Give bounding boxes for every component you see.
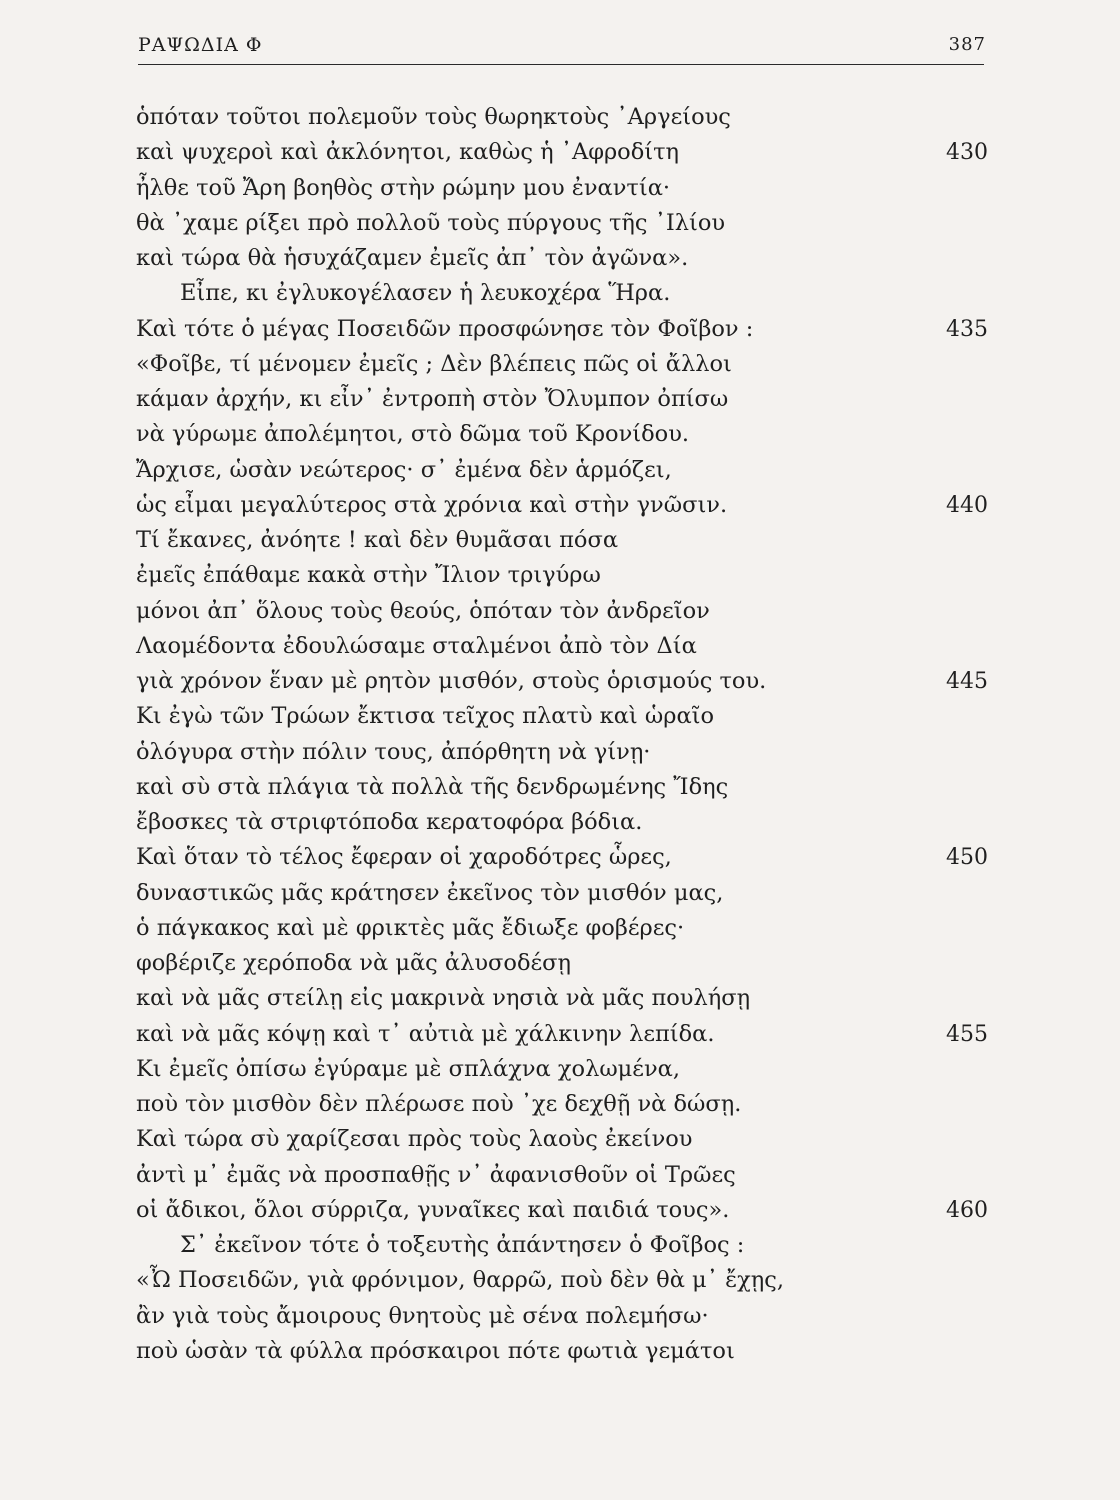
verse-text: οἱ ἄδικοι, ὅλοι σύρριζα, γυναῖκες καὶ παιδιά τους». (136, 1196, 730, 1223)
verse-line (0, 206, 1120, 241)
verse-line (0, 1158, 1120, 1193)
verse-line (0, 805, 1120, 840)
verse-line (0, 594, 1120, 629)
verse-line (0, 911, 1120, 946)
verse-text: Λαομέδοντα ἐδουλώσαμε σταλμένοι ἀπὸ τὸν Δία (136, 632, 697, 659)
verse-text: ὁλόγυρα στὴν πόλιν τους, ἀπόρθητη νὰ γίνῃ· (136, 738, 651, 765)
verse-text: ἔβοσκες τὰ στριφτόποδα κερατοφόρα βόδια. (136, 809, 643, 835)
verse-text: Καὶ τώρα σὺ χαρίζεσαι πρὸς τοὺς λαοὺς ἐκείνου (136, 1126, 693, 1153)
verse-line (0, 840, 1120, 875)
verse-text: ἦλθε τοῦ Ἄρη βοηθὸς στὴν ρώμην μου ἐναντία· (136, 174, 671, 201)
verse-line (0, 629, 1120, 664)
page-number: 387 (948, 34, 986, 55)
verse-line (0, 453, 1120, 488)
verse-text: γιὰ χρόνον ἕναν μὲ ρητὸν μισθόν, στοὺς ὁρισμούς του. (136, 668, 767, 694)
verse-line (0, 276, 1120, 311)
verse-line (0, 1263, 1120, 1298)
verse-text: ποὺ ὡσὰν τὰ φύλλα πρόσκαιροι πότε φωτιὰ γεμάτοι (136, 1337, 735, 1364)
verse-text: μόνοι ἀπ᾿ ὅλους τοὺς θεούς, ὁπόταν τὸν ἀνδρεῖον (136, 597, 710, 624)
verse-text: καὶ σὺ στὰ πλάγια τὰ πολλὰ τῆς δενδρωμένης Ἴδης (136, 773, 729, 800)
verse-text: Καὶ τότε ὁ μέγας Ποσειδῶν προσφώνησε τὸν Φοῖβον : (136, 315, 754, 342)
verse-line (0, 135, 1120, 170)
verse-text: Εἶπε, κι ἐγλυκογέλασεν ἡ λευκοχέρα Ἥρα. (180, 280, 671, 307)
verse-line (0, 417, 1120, 452)
verse-text: «Ὦ Ποσειδῶν, γιὰ φρόνιμον, θαρρῶ, ποὺ δὲν θὰ μ᾿ ἔχῃς, (136, 1267, 785, 1294)
line-number: 440 (946, 492, 988, 518)
running-head (138, 30, 986, 64)
verse-text: δυναστικῶς μᾶς κράτησεν ἐκεῖνος τὸν μισθόν μας, (136, 879, 724, 906)
verse-line (0, 558, 1120, 593)
verse-line (0, 770, 1120, 805)
verse-line (0, 523, 1120, 558)
header-rule (138, 64, 984, 65)
verse-text: ὁπόταν τοῦτοι πολεμοῦν τοὺς θωρηκτοὺς ᾿Αργείους (136, 104, 731, 130)
verse-text: καὶ τώρα θὰ ἡσυχάζαμεν ἐμεῖς ἀπ᾿ τὸν ἀγῶνα». (136, 245, 689, 271)
verse-line (0, 1052, 1120, 1087)
verse-line (0, 735, 1120, 770)
verse-line (0, 347, 1120, 382)
verse-text: Τί ἔκανες, ἀνόητε ! καὶ δὲν θυμᾶσαι πόσα (136, 527, 619, 553)
verse-line (0, 100, 1120, 135)
verse-block (0, 100, 1120, 1369)
verse-text: ἂν γιὰ τοὺς ἄμοιρους θνητοὺς μὲ σένα πολεμήσω· (136, 1302, 709, 1329)
line-number: 435 (946, 316, 988, 342)
verse-text: ὡς εἶμαι μεγαλύτερος στὰ χρόνια καὶ στὴν γνῶσιν. (136, 491, 728, 518)
verse-text: Κι ἐμεῖς ὀπίσω ἐγύραμε μὲ σπλάχνα χολωμένα, (136, 1055, 680, 1082)
verse-line (0, 1017, 1120, 1052)
verse-line (0, 1122, 1120, 1157)
verse-line (0, 171, 1120, 206)
verse-line (0, 876, 1120, 911)
verse-text: νὰ γύρωμε ἀπολέμητοι, στὸ δῶμα τοῦ Κρονίδου. (136, 421, 690, 448)
verse-line (0, 664, 1120, 699)
verse-text: φοβέριζε χερόποδα νὰ μᾶς ἀλυσοδέσῃ (136, 950, 571, 976)
verse-line (0, 312, 1120, 347)
verse-text: Κι ἐγὼ τῶν Τρώων ἔκτισα τεῖχος πλατὺ καὶ ὡραῖο (136, 703, 715, 730)
verse-text: Σ᾿ ἐκεῖνον τότε ὁ τοξευτὴς ἀπάντησεν ὁ Φοῖβος : (180, 1232, 745, 1258)
verse-text: καὶ ψυχεροὶ καὶ ἀκλόνητοι, καθὼς ἡ ᾿Αφροδίτη (136, 139, 680, 166)
verse-text: ἐμεῖς ἐπάθαμε κακὰ στὴν Ἴλιον τριγύρω (136, 562, 601, 589)
verse-text: καὶ νὰ μᾶς κόψῃ καὶ τ᾿ αὐτιὰ μὲ χάλκινην λεπίδα. (136, 1020, 715, 1047)
verse-line (0, 382, 1120, 417)
verse-text: καὶ νὰ μᾶς στείλῃ εἰς μακρινὰ νησιὰ νὰ μᾶς πουλήσῃ (136, 985, 751, 1012)
line-number: 455 (946, 1021, 988, 1047)
verse-text: ἀντὶ μ᾿ ἐμᾶς νὰ προσπαθῇς ν᾿ ἀφανισθοῦν οἱ Τρῶες (136, 1161, 736, 1188)
line-number: 445 (946, 669, 988, 694)
verse-text: ὁ πάγκακος καὶ μὲ φρικτὲς μᾶς ἔδιωξε φοβέρες· (136, 914, 685, 941)
verse-line (0, 241, 1120, 276)
verse-line (0, 1228, 1120, 1263)
verse-text: κάμαν ἀρχήν, κι εἶν᾿ ἐντροπὴ στὸν Ὄλυμπον ὀπίσω (136, 386, 729, 412)
line-number: 450 (946, 845, 988, 871)
line-number: 430 (946, 140, 988, 166)
verse-text: Καὶ ὅταν τὸ τέλος ἔφεραν οἱ χαροδότρες ὧρες, (136, 844, 672, 871)
verse-line (0, 981, 1120, 1016)
verse-line (0, 1193, 1120, 1228)
verse-line (0, 946, 1120, 981)
verse-line (0, 488, 1120, 523)
verse-line (0, 1299, 1120, 1334)
verse-line (0, 1334, 1120, 1369)
verse-text: ποὺ τὸν μισθὸν δὲν πλέρωσε ποὺ ᾿χε δεχθῇ νὰ δώσῃ. (136, 1091, 742, 1117)
verse-text: θὰ ᾿χαμε ρίξει πρὸ πολλοῦ τοὺς πύργους τῆς ᾿Ιλίου (136, 209, 726, 236)
verse-line (0, 1087, 1120, 1122)
verse-text: Ἄρχισε, ὡσὰν νεώτερος· σ᾿ ἐμένα δὲν ἁρμόζει, (136, 456, 672, 483)
line-number: 460 (946, 1197, 988, 1223)
verse-line (0, 699, 1120, 734)
running-title: ΡΑΨΩΔΙΑ Φ (138, 34, 263, 56)
verse-text: «Φοῖβε, τί μένομεν ἐμεῖς ; Δὲν βλέπεις πῶς οἱ ἄλλοι (136, 350, 732, 377)
